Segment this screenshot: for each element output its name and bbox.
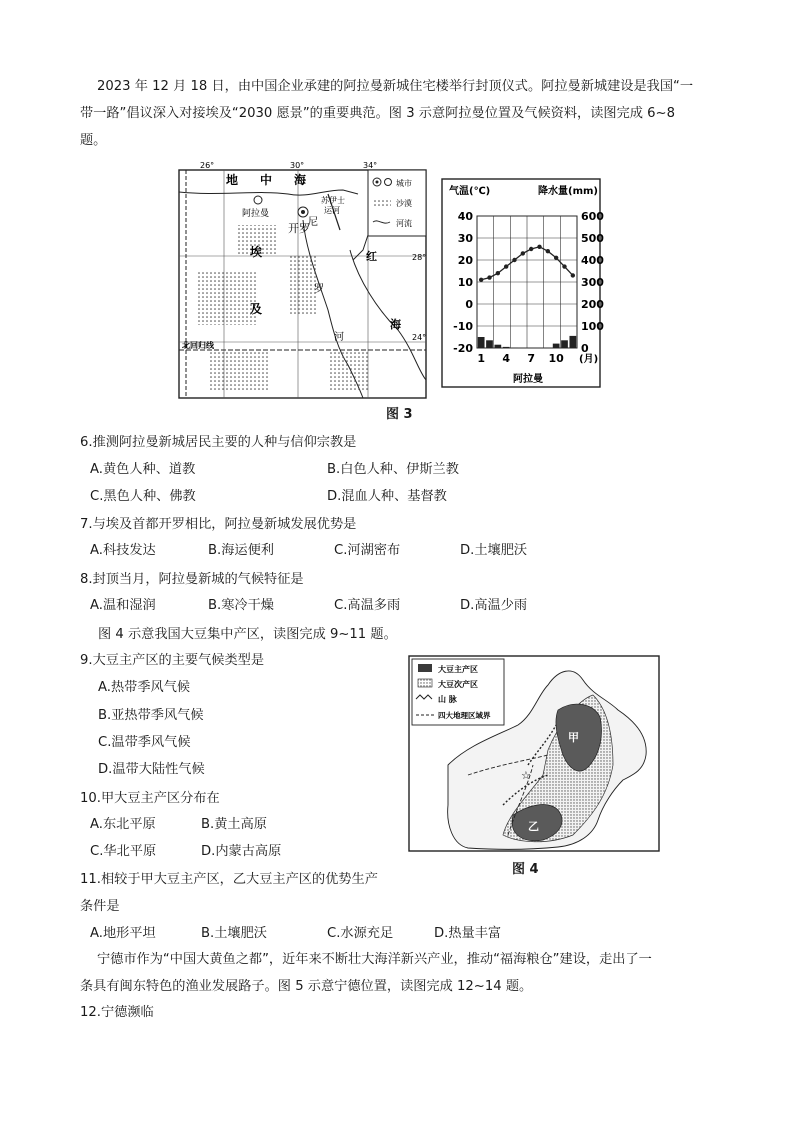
precip-tick-label: 100 (581, 320, 604, 333)
region-yi-label: 乙 (528, 820, 539, 833)
alamein-label: 阿拉曼 (242, 209, 270, 219)
precip-tick-label: 300 (581, 276, 604, 289)
tropic-label: 北回归线 (182, 341, 214, 350)
intro-line-1: 2023 年 12 月 18 日，由中国企业承建的阿拉曼新城住宅楼举行封顶仪式。阿拉曼新城建设是我国“一 (97, 79, 694, 94)
precip-bar (553, 344, 560, 348)
temp-tick-label: 20 (457, 254, 473, 267)
q7-option-d[interactable]: D.土壤肥沃 (460, 543, 528, 558)
precip-bar (494, 345, 501, 348)
temperature-point (496, 271, 500, 275)
temp-tick-label: 30 (457, 232, 473, 245)
suez-label-2: 运河 (324, 206, 340, 215)
temperature-point (521, 251, 525, 255)
q9-option-c[interactable]: C.温带季风气候 (98, 735, 191, 750)
nile-char-2: 罗 (314, 284, 324, 295)
month-tick-label: 4 (502, 352, 510, 365)
lon-30: 30° (290, 161, 305, 170)
q9-option-b[interactable]: B.亚热带季风气候 (98, 708, 204, 723)
temperature-point (554, 256, 558, 260)
q7-option-b[interactable]: B.海运便利 (208, 543, 274, 558)
precip-tick-label: 200 (581, 298, 604, 311)
legend-city: 城市 (396, 179, 412, 188)
intro2: 图 4 示意我国大豆集中产区，读图完成 9~11 题。 (98, 627, 397, 642)
temp-tick-label: 40 (457, 210, 473, 223)
fig4-map (408, 655, 660, 852)
q7-option-c[interactable]: C.河湖密布 (334, 543, 401, 558)
legend-mountain: 山 脉 (438, 695, 457, 704)
lon-34: 34° (363, 161, 378, 170)
intro-line-2: 带一路”倡议深入对接埃及“2030 愿景”的重要典范。图 3 示意阿拉曼位置及气候资料，读图完成 6~8 (80, 106, 675, 121)
lat-28: 28° (412, 253, 427, 262)
month-tick-label: 7 (527, 352, 535, 365)
month-tick-label: 1 (477, 352, 485, 365)
q10-option-c[interactable]: C.华北平原 (90, 844, 157, 859)
q8-option-d[interactable]: D.高温少雨 (460, 598, 528, 613)
q6-option-b[interactable]: B.白色人种、伊斯兰教 (327, 462, 459, 477)
temp-tick-label: -20 (453, 342, 473, 355)
precip-bar (486, 340, 493, 348)
redsea-char-2: 海 (390, 318, 401, 331)
legend-river: 河流 (396, 219, 412, 228)
temperature-point (562, 264, 566, 268)
q6-option-c[interactable]: C.黑色人种、佛教 (90, 489, 196, 504)
q7-option-a[interactable]: A.科技发达 (90, 543, 156, 558)
legend-region-boundary: 四大地理区域界 (438, 711, 491, 720)
temperature-point (571, 273, 575, 277)
q6-option-d[interactable]: D.混血人种、基督教 (327, 489, 447, 504)
q11-stem-line-1: 11.相较于甲大豆主产区，乙大豆主产区的优势生产 (80, 872, 378, 887)
month-unit-label: (月) (579, 354, 599, 365)
q10-option-b[interactable]: B.黄土高原 (201, 817, 267, 832)
nile-char-1: 尼 (308, 217, 318, 228)
month-tick-label: 10 (548, 352, 564, 365)
precip-tick-label: 0 (581, 342, 589, 355)
capital-star-icon: ☆ (521, 769, 531, 782)
q11-option-a[interactable]: A.地形平坦 (90, 926, 156, 941)
temp-axis-label: 气温(℃) (449, 186, 491, 197)
precip-tick-label: 500 (581, 232, 604, 245)
q8-option-a[interactable]: A.温和湿润 (90, 598, 156, 613)
fig3-map (178, 160, 428, 400)
q9-stem: 9.大豆主产区的主要气候类型是 (80, 653, 265, 668)
temp-tick-label: 10 (457, 276, 473, 289)
temperature-point (537, 245, 541, 249)
lon-26: 26° (200, 161, 215, 170)
q11-option-b[interactable]: B.土壤肥沃 (201, 926, 267, 941)
precip-tick-label: 400 (581, 254, 604, 267)
q10-stem: 10.甲大豆主产区分布在 (80, 791, 220, 806)
intro3-line-2: 条具有闽东特色的渔业发展路子。图 5 示意宁德位置，读图完成 12~14 题。 (80, 979, 533, 994)
q11-option-d[interactable]: D.热量丰富 (434, 926, 502, 941)
q8-option-c[interactable]: C.高温多雨 (334, 598, 401, 613)
precip-bar (478, 337, 485, 348)
q6-option-a[interactable]: A.黄色人种、道教 (90, 462, 196, 477)
q10-option-a[interactable]: A.东北平原 (90, 817, 156, 832)
q10-option-d[interactable]: D.内蒙古高原 (201, 844, 282, 859)
q12-stem: 12.宁德濒临 (80, 1005, 154, 1020)
egypt-char-2: 及 (250, 302, 263, 316)
temperature-point (512, 258, 516, 262)
temp-tick-label: -10 (453, 320, 473, 333)
redsea-char-1: 红 (366, 250, 377, 263)
q11-stem-line-2: 条件是 (80, 899, 120, 914)
precip-bar (561, 340, 568, 348)
suez-label-1: 苏伊士 (321, 196, 345, 205)
fig4-caption: 图 4 (512, 862, 539, 877)
lat-24: 24° (412, 333, 427, 342)
sea-char-3: 海 (294, 173, 307, 187)
egypt-char-1: 埃 (250, 245, 263, 259)
temperature-point (546, 249, 550, 253)
temperature-point (529, 247, 533, 251)
legend-main-area: 大豆主产区 (438, 665, 478, 674)
legend-desert: 沙漠 (396, 199, 412, 208)
q8-stem: 8.封顶当月，阿拉曼新城的气候特征是 (80, 572, 304, 587)
temperature-point (504, 264, 508, 268)
q9-option-a[interactable]: A.热带季风气候 (98, 680, 191, 695)
fig3-climate-chart (441, 178, 604, 388)
precip-tick-label: 600 (581, 210, 604, 223)
station-label: 阿拉曼 (513, 374, 543, 385)
sea-char-2: 中 (260, 173, 273, 187)
precip-bar (569, 336, 576, 348)
cairo-label: 开罗 (288, 222, 310, 235)
precip-axis-label: 降水量(mm) (538, 186, 598, 197)
q9-option-d[interactable]: D.温带大陆性气候 (98, 762, 205, 777)
temperature-point (479, 278, 483, 282)
q11-option-c[interactable]: C.水源充足 (327, 926, 394, 941)
q8-option-b[interactable]: B.寒冷干燥 (208, 598, 274, 613)
temperature-point (487, 275, 491, 279)
intro-line-3: 题。 (80, 133, 107, 148)
temp-tick-label: 0 (465, 298, 473, 311)
sea-char-1: 地 (226, 173, 239, 187)
nile-char-3: 河 (334, 332, 344, 343)
precip-bar (503, 347, 510, 348)
intro3-line-1: 宁德市作为“中国大黄鱼之都”，近年来不断壮大海洋新兴产业，推动“福海粮仓”建设，走出了一 (97, 952, 652, 967)
fig3-caption: 图 3 (386, 407, 413, 422)
region-jia-label: 甲 (568, 731, 579, 744)
q7-stem: 7.与埃及首都开罗相比，阿拉曼新城发展优势是 (80, 517, 357, 532)
legend-secondary-area: 大豆次产区 (438, 680, 478, 689)
q6-stem: 6.推测阿拉曼新城居民主要的人种与信仰宗教是 (80, 435, 357, 450)
